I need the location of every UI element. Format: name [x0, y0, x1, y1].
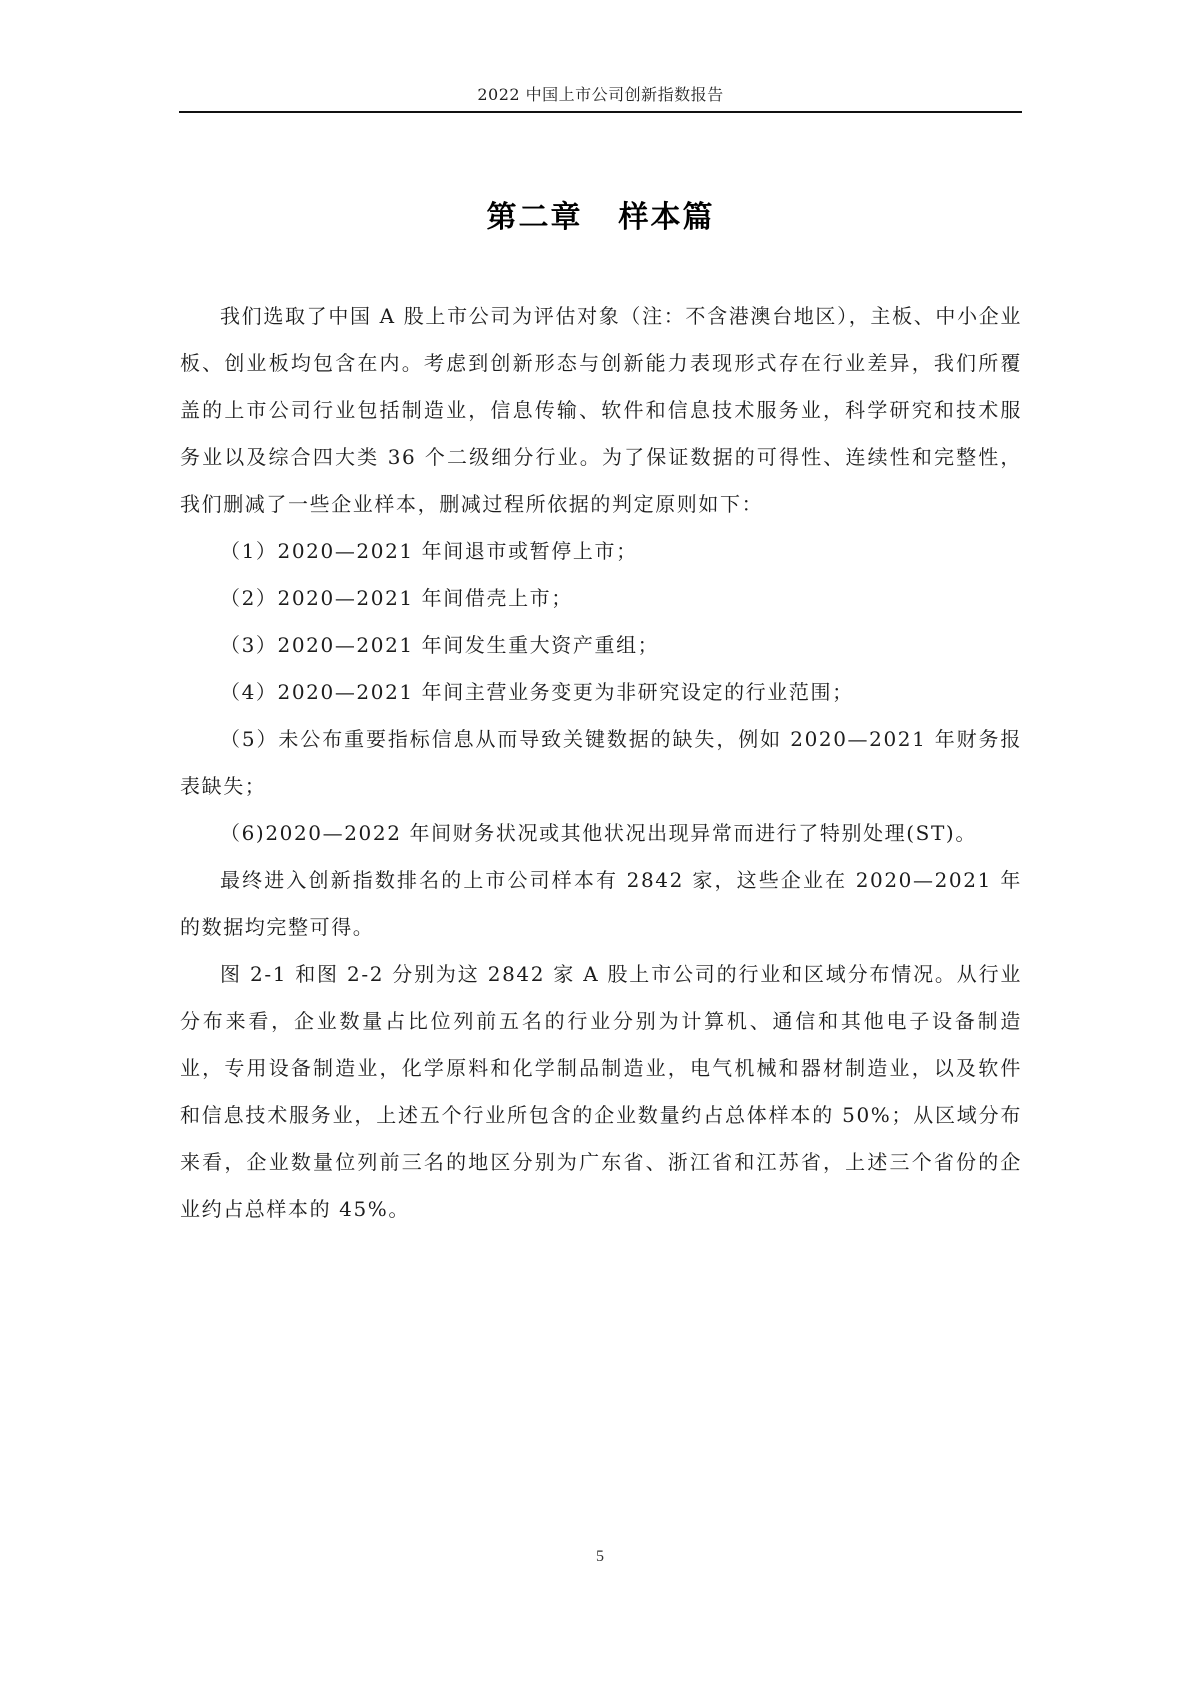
- chapter-title: [179, 198, 1022, 238]
- chapter-name: 样本篇: [618, 200, 715, 235]
- chapter-body: [180, 293, 1022, 1233]
- criterion-item: （5）未公布重要指标信息从而导致关键数据的缺失，例如 2020—2021 年财务报表缺失；: [180, 727, 1022, 798]
- header-divider: [179, 111, 1022, 113]
- chapter-number: 第二章: [486, 200, 583, 235]
- criterion-item: （1）2020—2021 年间退市或暂停上市；: [220, 539, 638, 563]
- criterion-item: （2）2020—2021 年间借壳上市；: [220, 586, 573, 610]
- page-number: 5: [596, 1548, 604, 1565]
- criterion-item: （6)2020—2022 年间财务状况或其他状况出现异常而进行了特别处理(ST)。: [220, 821, 977, 845]
- sample-count-paragraph: 最终进入创新指数排名的上市公司样本有 2842 家，这些企业在 2020—2021 年的数据均完整可得。: [180, 868, 1022, 939]
- criterion-item: （3）2020—2021 年间发生重大资产重组；: [220, 633, 660, 657]
- distribution-paragraph: 图 2-1 和图 2-2 分别为这 2842 家 A 股上市公司的行业和区域分布情况。从行业分布来看，企业数量占比位列前五名的行业分别为计算机、通信和其他电子设备制造业，专用设备制造业，化学原料和化学制品制造业，电气机械和器材制造业，以及软件和信息技术服务业，上述五个行业所包含的企业数量约占总体样本的 50%；从区域分布来看，企业数量位列前三名的地区分别为广东省、浙江省和江苏省，上述三个省份的企业约占总样本的 45%。: [180, 962, 1022, 1221]
- running-header: 2022 中国上市公司创新指数报告: [477, 85, 724, 104]
- criterion-item: （4）2020—2021 年间主营业务变更为非研究设定的行业范围；: [220, 680, 854, 704]
- intro-paragraph: 我们选取了中国 A 股上市公司为评估对象（注：不含港澳台地区），主板、中小企业板、创业板均包含在内。考虑到创新形态与创新能力表现形式存在行业差异，我们所覆盖的上市公司行业包括制造业，信息传输、软件和信息技术服务业，科学研究和技术服务业以及综合四大类 36 个二级细分行业。为了保证数据的可得性、连续性和完整性，我们删减了一些企业样本，删减过程所依据的判定原则如下：: [180, 304, 1022, 516]
